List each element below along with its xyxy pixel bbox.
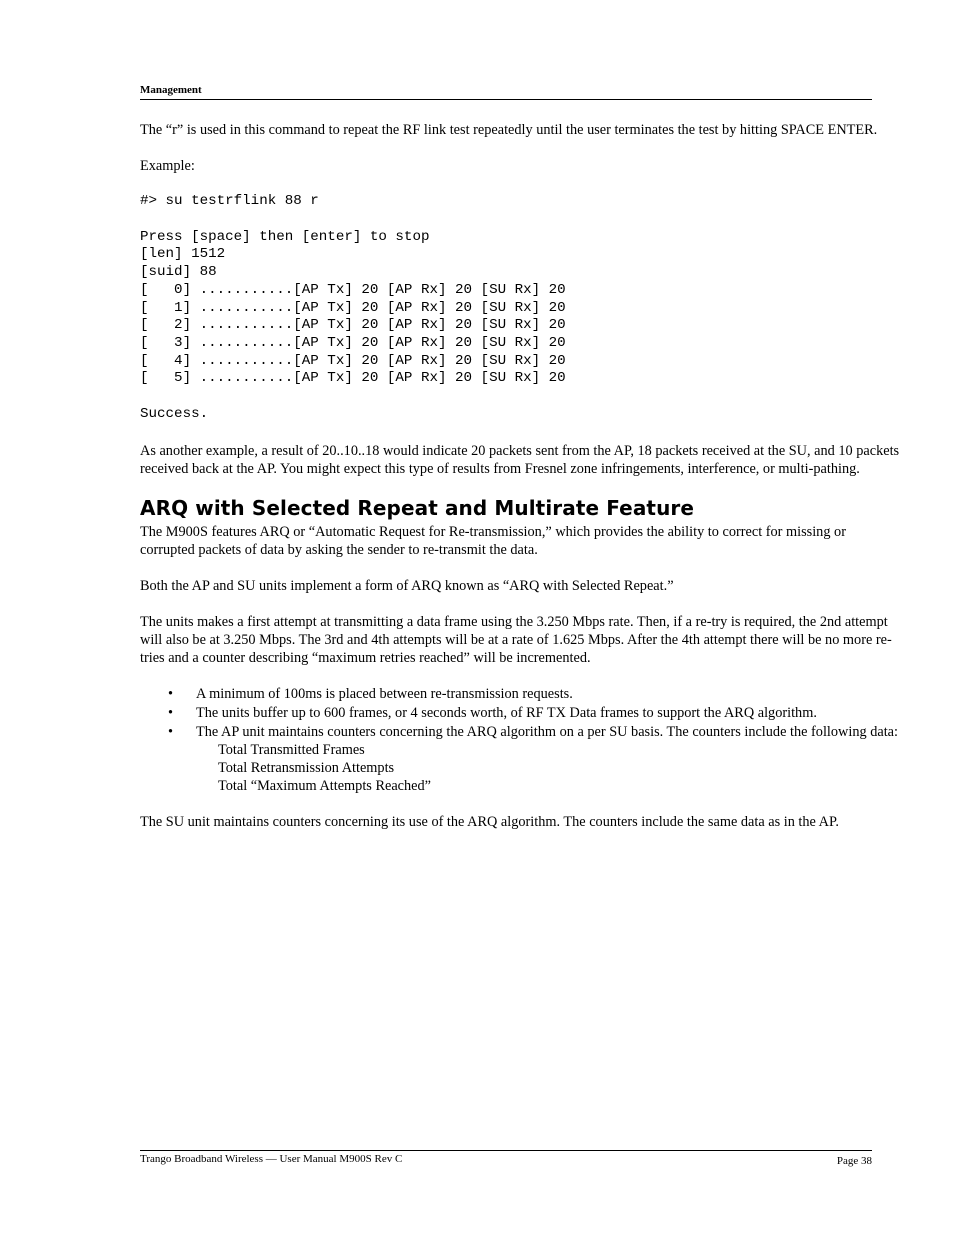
arq-both-paragraph: Both the AP and SU units implement a form of ARQ known as “ARQ with Selected Repeat.”	[140, 577, 674, 594]
output-line: [ 1] ...........[AP Tx] 20 [AP Rx] 20 [SU Rx] 20	[140, 299, 566, 316]
list-item	[140, 723, 902, 795]
section-label: Management	[140, 84, 202, 96]
command-line: #> su testrflink 88 r	[140, 193, 319, 209]
output-line: [ 4] ...........[AP Tx] 20 [AP Rx] 20 [SU Rx] 20	[140, 352, 566, 369]
list-item	[140, 685, 902, 703]
output-line: Press [space] then [enter] to stop	[140, 228, 430, 245]
list-item-text: The AP unit maintains counters concerning the ARQ algorithm on a per SU basis. The counters include the following data:	[196, 723, 898, 740]
bullet-icon: •	[168, 704, 174, 721]
output-line: [suid] 88	[140, 264, 217, 281]
page-content	[140, 121, 902, 849]
su-counters-paragraph: The SU unit maintains counters concerning its use of the ARQ algorithm. The counters include the same data as in the AP.	[140, 813, 839, 830]
arq-rates-paragraph: The units makes a first attempt at transmitting a data frame using the 3.250 Mbps rate. Then, if a re-try is required, the 2nd attempt will also be at 3.250 Mbps. The 3rd and 4th attempts will be at a rate of 1.625 Mbps. After the 4th attempt there will be no more re-tries and a counter describing “maximum retries reached” will be incremented.	[140, 613, 892, 666]
output-line: [ 2] ...........[AP Tx] 20 [AP Rx] 20 [SU Rx] 20	[140, 317, 566, 334]
bullet-icon: •	[168, 685, 174, 702]
another-example-paragraph: As another example, a result of 20..10..18 would indicate 20 packets sent from the AP, 18 packets received at the SU, and 10 packets received back at the AP. You might expect this type of results from Fresnel zone infringements, interference, or multi-pathing.	[140, 442, 900, 477]
list-item-text: A minimum of 100ms is placed between re-transmission requests.	[196, 685, 573, 702]
footer-title: Trango Broadband Wireless — User Manual M900S Rev C	[140, 1153, 403, 1165]
command-block	[140, 193, 902, 211]
output-line: [ 0] ...........[AP Tx] 20 [AP Rx] 20 [SU Rx] 20	[140, 281, 566, 298]
list-item	[140, 704, 902, 722]
bullet-icon: •	[168, 723, 174, 740]
output-line: [ 5] ...........[AP Tx] 20 [AP Rx] 20 [SU Rx] 20	[140, 370, 566, 387]
section-heading: ARQ with Selected Repeat and Multirate Feature	[140, 495, 695, 520]
output-block	[140, 229, 902, 388]
page-number: Page 38	[836, 1155, 872, 1167]
example-label: Example:	[140, 158, 195, 174]
counter-item: Total “Maximum Attempts Reached”	[218, 777, 432, 794]
success-block	[140, 406, 902, 424]
counter-item: Total Retransmission Attempts	[218, 759, 395, 776]
page-footer	[140, 1150, 872, 1168]
output-line: [ 3] ...........[AP Tx] 20 [AP Rx] 20 [SU Rx] 20	[140, 334, 566, 351]
arq-bullet-list	[140, 685, 902, 795]
intro-paragraph: The “r” is used in this command to repeat the RF link test repeatedly until the user terminates the test by hitting SPACE ENTER.	[140, 122, 878, 138]
success-line: Success.	[140, 406, 209, 423]
counter-item: Total Transmitted Frames	[218, 741, 365, 758]
page-header	[140, 84, 872, 100]
list-item-text: The units buffer up to 600 frames, or 4 seconds worth, of RF TX Data frames to support the ARQ algorithm.	[196, 704, 817, 721]
output-line: [len] 1512	[140, 246, 226, 263]
arq-intro-paragraph: The M900S features ARQ or “Automatic Request for Re-transmission,” which provides the ability to correct for missing or corrupted packets of data by asking the sender to re-transmit the data.	[140, 523, 846, 558]
